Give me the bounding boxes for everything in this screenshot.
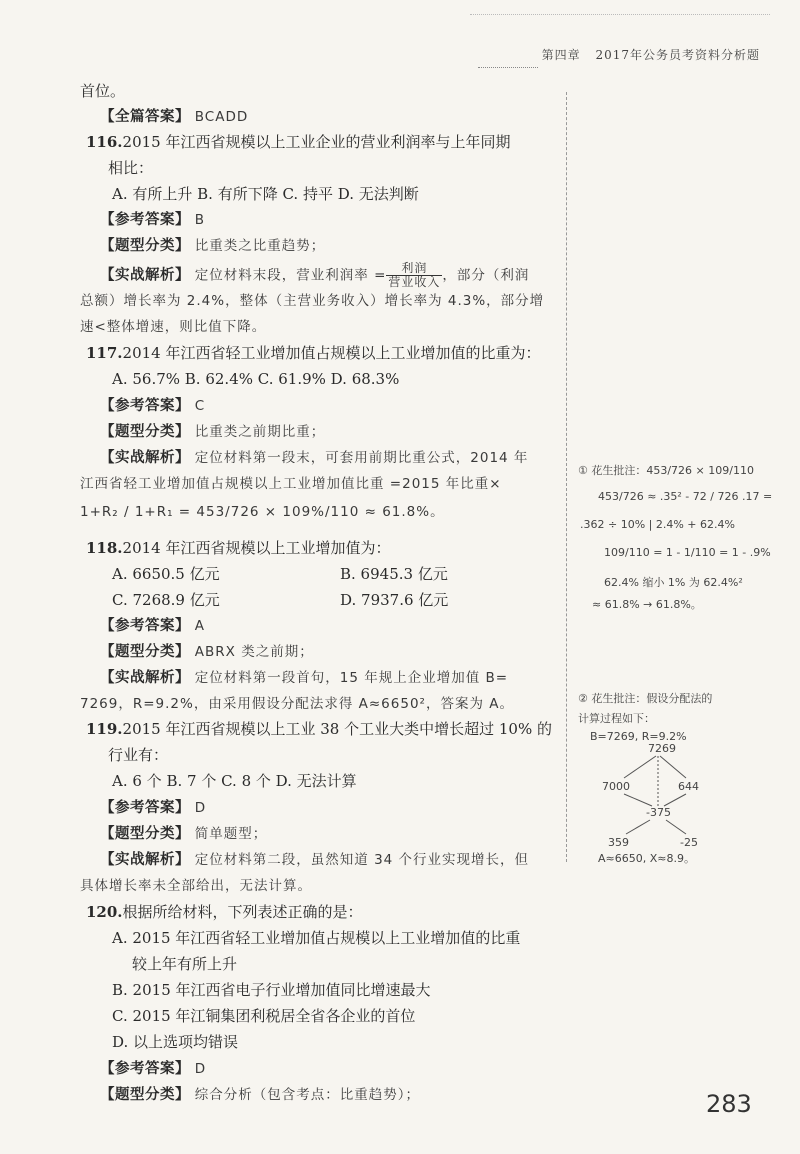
option-118-c: C. 7268.9 亿元 [112, 591, 220, 609]
text-line: 江西省轻工业增加值占规模以上工业增加值比重 =2015 年比重× [80, 476, 502, 492]
label-all-answers: 【全篇答案】 [100, 109, 190, 125]
analysis-116: 【实战解析】 定位材料末段，营业利润率 = $\frac{\text{利润}}{\text{营业收入}}$ ，部分（利润 [100, 261, 530, 289]
margin-divider [566, 92, 567, 862]
option-118-b: B. 6945.3 亿元 [340, 565, 448, 583]
text-line: 【全篇答案】 BCADD [100, 109, 249, 125]
sidenote-2-line: 计算过程如下： [578, 712, 655, 725]
analysis-118: 【实战解析】 定位材料第一段首句，15 年规上企业增加值 B= [100, 670, 509, 686]
category-117: 【题型分类】 比重类之前期比重； [100, 424, 326, 440]
options-116: A. 有所上升 B. 有所下降 C. 持平 D. 无法判断 [112, 185, 419, 203]
running-header [542, 46, 760, 63]
options-117: A. 56.7% B. 62.4% C. 61.9% D. 68.3% [112, 370, 400, 388]
option-120-b: B. 2015 年江西省电子行业增加值同比增速最大 [112, 981, 431, 999]
question-119: 119.2015 年江西省规模以上工业 38 个工业大类中增长超过 10% 的 [86, 720, 552, 738]
text-line: 行业有： [108, 746, 169, 764]
header-chapter: 第四章 [541, 48, 581, 62]
tree-node-left: 7000 [602, 780, 630, 793]
sidenote-1-line: 62.4% 缩小 1% 为 62.4%² [604, 576, 743, 589]
tree-node-right: 644 [678, 780, 699, 793]
analysis-119: 【实战解析】 定位材料第二段，虽然知道 34 个行业实现增长，但 [100, 852, 530, 868]
answer-120: 【参考答案】 D [100, 1061, 207, 1077]
text-line: 速<整体增速，则比值下降。 [80, 319, 267, 335]
option-120-c: C. 2015 年江铜集团利税居全省各企业的首位 [112, 1007, 416, 1025]
answer-119: 【参考答案】 D [100, 800, 207, 816]
category-120: 【题型分类】 综合分析（包含考点：比重趋势）； [100, 1087, 421, 1103]
fraction: $\frac{\text{利润}}{\text{营业收入}}$ [388, 261, 441, 289]
tree-node-bottom-right: -25 [680, 836, 698, 849]
sidenote-1-title: ① 花生批注：453/726 × 109/110 [578, 464, 754, 477]
category-119: 【题型分类】 简单题型； [100, 826, 268, 842]
sidenote-2-title: ② 花生批注：假设分配法的 [578, 692, 713, 705]
question-116: 116.2015 年江西省规模以上工业企业的营业利润率与上年同期 [86, 133, 511, 151]
option-118-d: D. 7937.6 亿元 [340, 591, 449, 609]
header-title: 2017年公务员考资料分析题 [595, 48, 760, 62]
sidenote-1-line: ≈ 61.8% → 61.8%。 [592, 598, 702, 611]
option-120-a: A. 2015 年江西省轻工业增加值占规模以上工业增加值的比重 [112, 929, 521, 947]
question-120: 120.根据所给材料，下列表述正确的是： [86, 903, 363, 921]
header-rule [478, 67, 538, 68]
text-line: 总额）增长率为 2.4%，整体（主营业务收入）增长率为 4.3%，部分增 [80, 293, 545, 309]
question-118: 118.2014 年江西省规模以上工业增加值为： [86, 539, 391, 557]
text-line: 较上年有所上升 [132, 955, 238, 973]
text-line: 相比： [108, 159, 154, 177]
sidenote-1-line: 453/726 ≈ .35² - 72 / 726 .17 = [598, 490, 773, 503]
answer-117: 【参考答案】 C [100, 398, 206, 414]
text-line: 首位。 [80, 82, 126, 100]
tree-node-top: 7269 [648, 742, 676, 755]
question-117: 117.2014 年江西省轻工业增加值占规模以上工业增加值的比重为： [86, 344, 541, 362]
category-116: 【题型分类】 比重类之比重趋势； [100, 238, 326, 254]
sidenote-2-result: A≈6650, X≈8.9。 [598, 852, 695, 865]
text-line: 7269，R=9.2%，由采用假设分配法求得 A≈6650²，答案为 A。 [80, 696, 514, 712]
page-number: 283 [706, 1090, 752, 1118]
options-119: A. 6 个 B. 7 个 C. 8 个 D. 无法计算 [112, 772, 357, 790]
analysis-117: 【实战解析】 定位材料第一段末，可套用前期比重公式，2014 年 [100, 450, 529, 466]
sidenote-1-line: 109/110 = 1 - 1/110 = 1 - .9% [604, 546, 771, 559]
answer-118: 【参考答案】 A [100, 618, 206, 634]
option-120-d: D. 以上选项均错误 [112, 1033, 239, 1051]
answer-116: 【参考答案】 B [100, 212, 206, 228]
allocation-tree-diagram [590, 740, 720, 850]
category-118: 【题型分类】 ABRX 类之前期； [100, 644, 314, 660]
sidenote-1-line: .362 ÷ 10% | 2.4% + 62.4% [580, 518, 735, 531]
formula-line: 1+R₂ / 1+R₁ = 453/726 × 109%/110 ≈ 61.8%。 [80, 504, 445, 520]
text-line: 具体增长率未全部给出，无法计算。 [80, 878, 312, 894]
sidenote-2-line: B=7269, R=9.2% [590, 730, 687, 743]
tree-node-bottom-left: 359 [608, 836, 629, 849]
tree-node-mid: -375 [646, 806, 671, 819]
top-rule [470, 14, 770, 15]
option-118-a: A. 6650.5 亿元 [112, 565, 220, 583]
